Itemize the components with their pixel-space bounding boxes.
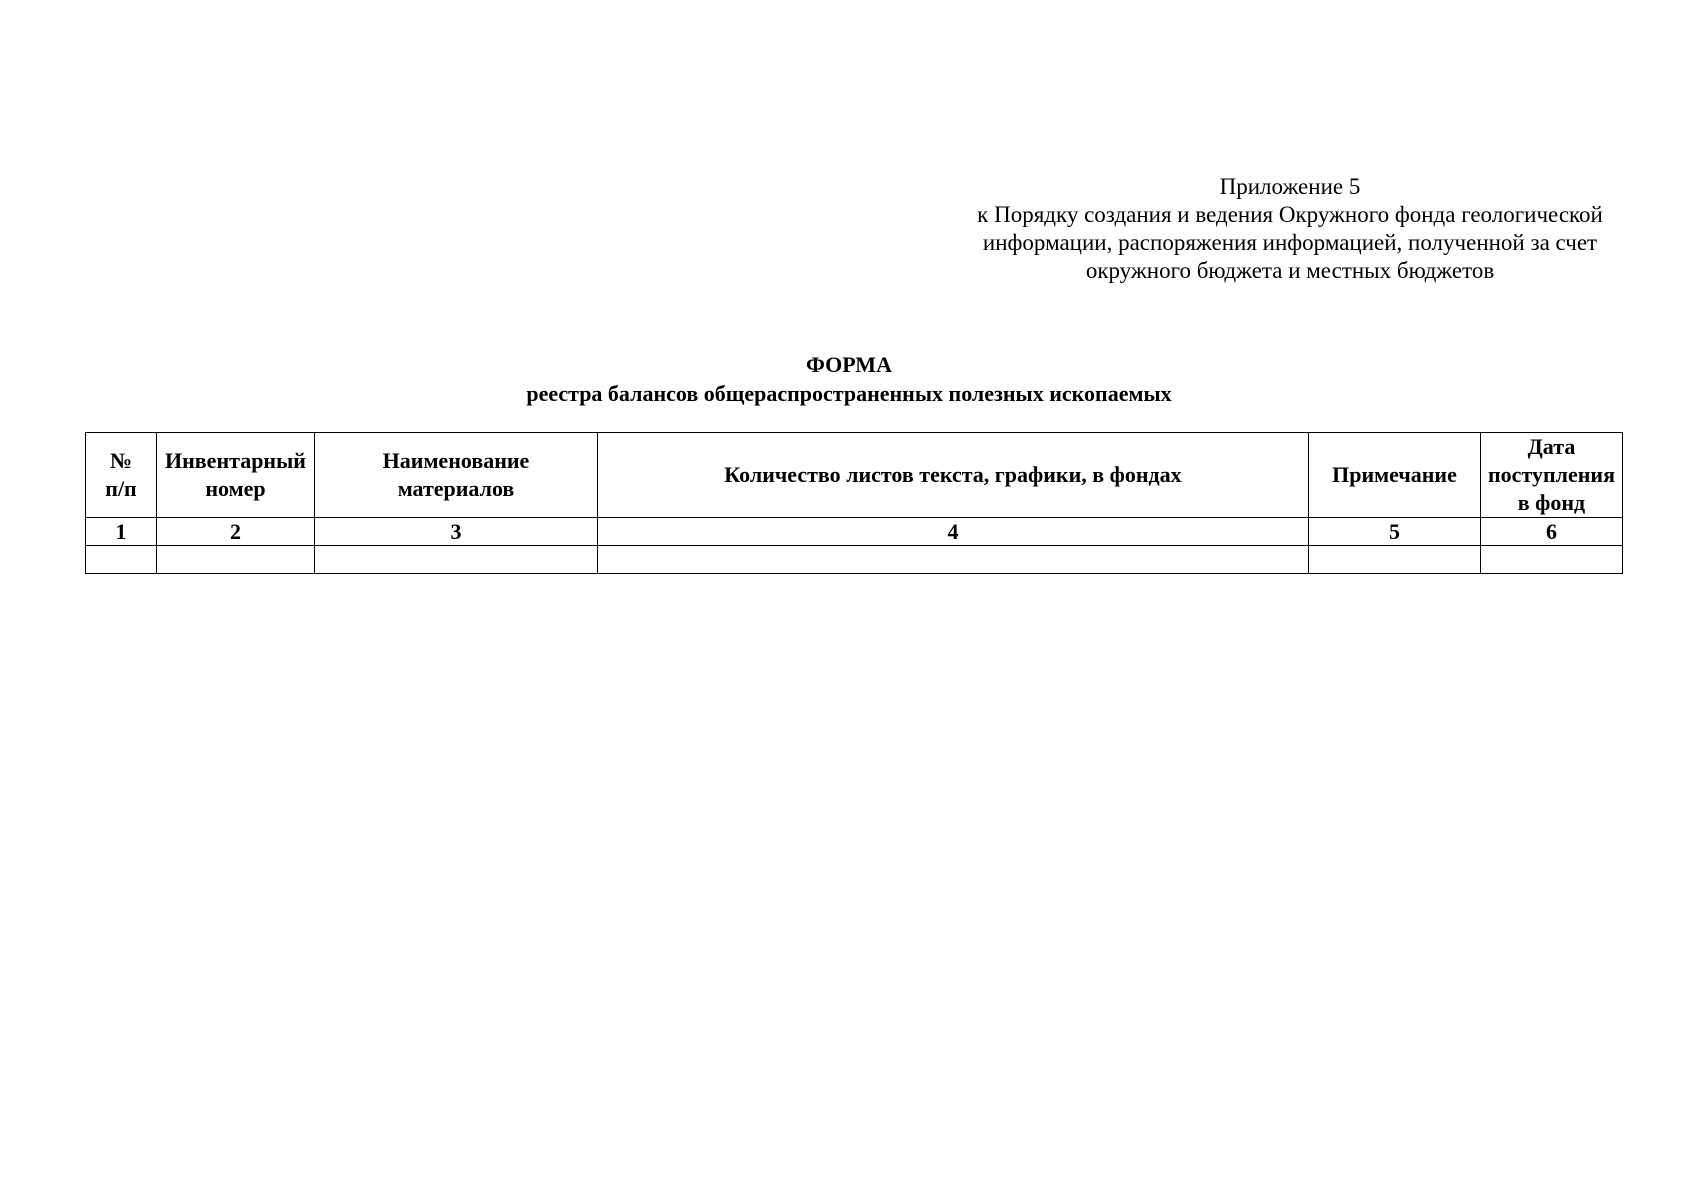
empty-cell-1 [86,546,157,574]
annex-header [940,173,1640,285]
column-number-6: 6 [1481,518,1623,546]
annex-reference-line-1: к Порядку создания и ведения Окружного фонда геологической [977,202,1603,227]
column-number-3: 3 [315,518,598,546]
form-subtitle: реестра балансов общераспространенных полезных ископаемых [526,381,1172,406]
header-material-name: Наименование материалов [315,433,598,518]
header-sheet-count: Количество листов текста, графики, в фондах [598,433,1309,518]
annex-reference-line-3: окружного бюджета и местных бюджетов [1085,258,1495,283]
header-note: Примечание [1309,433,1481,518]
column-number-4: 4 [598,518,1309,546]
column-number-row [86,518,1623,546]
registry-table [85,432,1623,574]
empty-cell-5 [1309,546,1481,574]
column-number-5: 5 [1309,518,1481,546]
header-inventory-number: Инвентарный номер [157,433,315,518]
empty-cell-3 [315,546,598,574]
form-title: ФОРМА [806,352,892,377]
empty-cell-2 [157,546,315,574]
form-heading [0,350,1698,408]
empty-cell-6 [1481,546,1623,574]
header-row-number: № п/п [86,433,157,518]
table-header-row [86,433,1623,518]
table-row [86,546,1623,574]
empty-cell-4 [598,546,1309,574]
header-receipt-date: Дата поступления в фонд [1481,433,1623,518]
annex-reference-line-2: информации, распоряжения информацией, полученной за счет [982,230,1598,255]
annex-number: Приложение 5 [1219,174,1361,199]
column-number-1: 1 [86,518,157,546]
column-number-2: 2 [157,518,315,546]
